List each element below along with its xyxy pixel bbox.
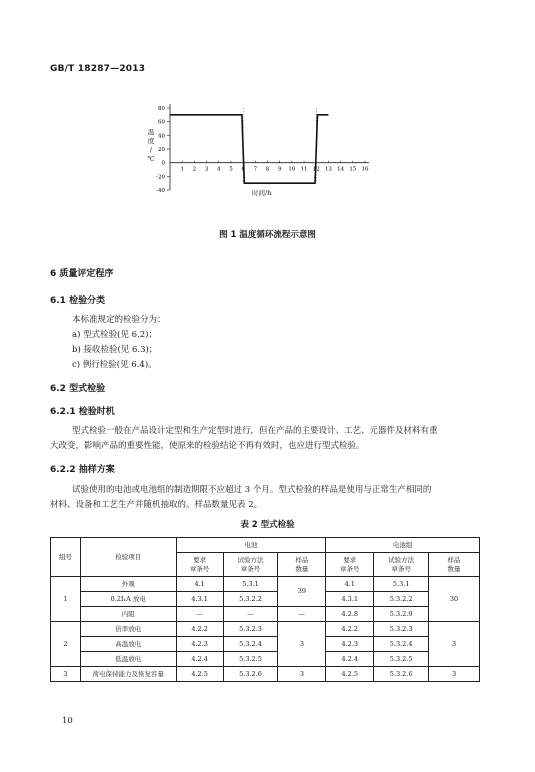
item-high-temp-discharge: 高温放电 [80,637,176,652]
classification-item-a: a) 型式检验(见 6.2)； [72,330,157,340]
header-pack-sample: 样品 数量 [429,553,480,577]
classification-item-c: c) 例行检验(见 6.4)。 [72,360,157,370]
y-tick-label: 40 [158,133,165,140]
item-discharge: 0.2I₁A 放电 [80,592,176,607]
table-row [51,607,480,622]
y-label-char-2: 度 [147,137,155,145]
group-3: 3 [51,667,81,682]
table-row [51,577,480,592]
y-tick-label: 0 [161,160,165,167]
y-axis-label [146,128,156,164]
table-row [51,652,480,667]
x-tick-label: 8 [265,166,270,173]
cell: 3 [278,667,326,682]
cell: 4.2.2 [176,622,223,637]
cell: 4.2.5 [326,667,374,682]
cell: 4.2.3 [326,637,374,652]
group-1: 1 [51,577,81,622]
figure-caption: 图 1 温度循环流程示意图 [219,230,316,240]
table-row [51,667,480,682]
table-row [51,622,480,637]
cell: 5.3.2.6 [374,667,429,682]
x-axis-label: 时间/h [252,189,272,197]
group-2-sample: 3 [278,622,326,667]
cell: 4.2.5 [176,667,223,682]
cell: 4.1 [326,577,374,592]
y-label-char-4: ℃ [147,155,155,163]
x-tick-label: 15 [349,166,357,173]
header-battery-method: 试验方法 章条号 [223,553,278,577]
classification-item-b: b) 接收检验(见 6.3)； [72,345,158,355]
temperature-profile-line [170,115,328,183]
section-6-1-intro: 本标准规定的检验分为： [72,315,166,325]
cell: 5.3.2.2 [223,592,278,607]
standard-code: GB/T 18287—2013 [50,64,146,74]
table-caption: 表 2 型式检验 [240,520,295,530]
page-number: 10 [62,716,73,726]
x-tick-label: 4 [217,166,221,173]
item-internal-resistance: 内阻 [80,607,176,622]
item-charge-retention: 荷电保持能力及恢复容量 [80,667,176,682]
section-6-2-1-title: 6.2.1 检验时机 [50,407,115,417]
y-tick-label: 20 [158,147,165,153]
cell: 3 [429,667,480,682]
cell: 4.2.2 [326,622,374,637]
cell: 4.3.1 [176,592,223,607]
x-tick-label: 3 [204,166,209,173]
cell: 5.3.1 [374,577,429,592]
cell: 5.3.1 [223,577,278,592]
cell: 4.3.1 [326,592,374,607]
cell: 4.2.8 [326,607,374,622]
cell: 5.3.2.6 [223,667,278,682]
cell: 5.3.2.5 [374,652,429,667]
cell: 5.3.2.2 [374,592,429,607]
group-1-sample: 39 [278,577,326,607]
cell: 5.3.2.5 [223,652,278,667]
table-row [51,592,480,607]
x-tick-label: 16 [361,166,369,173]
section-6-2-2-line-2: 材料、设备和工艺生产并随机抽取的。样品数量见表 2。 [50,500,263,510]
table-row [51,637,480,652]
cell: — [278,607,326,622]
cell: 5.3.2.3 [374,622,429,637]
cell: 5.3.2.4 [374,637,429,652]
cell: 4.1 [176,577,223,592]
header-item: 检验项目 [80,538,176,577]
header-battery: 电池 [176,538,326,553]
section-6-2-1-line-1: 型式检验一般在产品设计定型和生产定型时进行，但在产品的主要设计、工艺、元器件及材料有重 [72,426,438,436]
x-tick-label: 12 [312,166,320,173]
x-tick-label: 14 [337,166,345,173]
temperature-cycle-chart [130,96,390,216]
x-tick-label: 7 [253,166,258,173]
item-rate-discharge: 倍率放电 [80,622,176,637]
item-appearance: 外观 [80,577,176,592]
cell: 5.3.2.4 [223,637,278,652]
x-tick-label: 11 [300,166,308,173]
x-tick-label: 2 [192,166,197,173]
group-2: 2 [51,622,81,667]
cell: 4.2.3 [176,637,223,652]
header-pack-method: 试验方法 章条号 [374,553,429,577]
section-6-2-2-title: 6.2.2 抽样方案 [50,465,115,475]
cell: 5.3.2.9 [374,607,429,622]
section-6-title: 6 质量评定程序 [50,269,114,279]
type-inspection-table [50,537,480,682]
section-6-2-1-line-2: 大改变，影响产品的重要性能，使原来的检验结论不再有效时，也应进行型式检验。 [50,441,365,451]
cell: — [176,607,223,622]
header-pack: 电池组 [326,538,480,553]
y-tick-label: -40 [156,188,165,194]
section-6-1-title: 6.1 检验分类 [50,296,106,306]
section-6-2-title: 6.2 型式检验 [50,384,106,394]
item-low-temp-discharge: 低温放电 [80,652,176,667]
x-tick-label: 13 [324,166,332,173]
x-tick-label: 5 [229,166,233,173]
cell: 4.2.4 [176,652,223,667]
y-tick-label: 80 [158,106,165,112]
y-label-char-1: 温 [147,128,155,136]
y-tick-label: -20 [156,174,165,181]
header-group: 组号 [51,538,81,577]
y-label-char-3: / [149,146,153,154]
y-tick-label: 60 [158,119,165,126]
group-2-pack-sample: 3 [429,622,480,667]
section-6-2-2-line-1: 试验使用的电池或电池组的制造期限不应超过 3 个月。型式检验的样品是使用与正常生产相同的 [72,485,432,495]
x-tick-label: 1 [180,166,184,173]
x-tick-label: 6 [241,166,245,173]
cell: 5.3.2.3 [223,622,278,637]
x-tick-label: 10 [288,166,296,173]
group-1-pack-sample: 30 [429,577,480,622]
cell: 4.2.4 [326,652,374,667]
header-battery-sample: 样品 数量 [278,553,326,577]
header-battery-req: 要求 章条号 [176,553,223,577]
header-pack-req: 要求 章条号 [326,553,374,577]
cell: — [223,607,278,622]
x-tick-label: 9 [277,166,282,173]
